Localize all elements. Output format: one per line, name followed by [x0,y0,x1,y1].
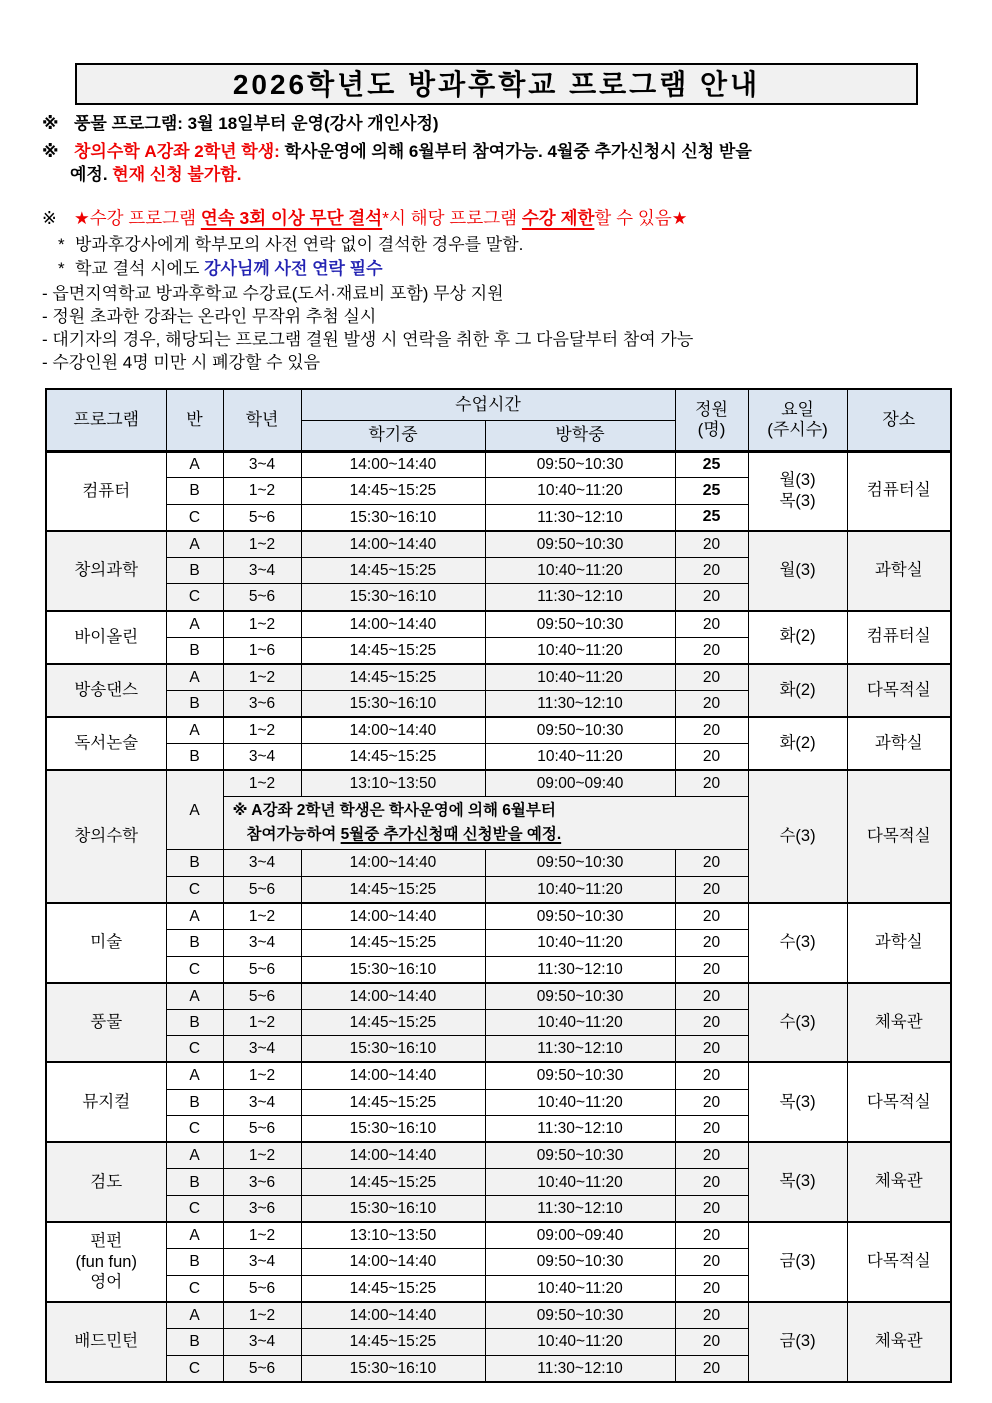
notice-math [42,140,957,187]
grade-cell: 1~2 [223,1062,301,1089]
class-cell: B [166,1169,223,1196]
notice-absence-warning [42,206,957,230]
notice-math-cont-red: 현재 신청 불가함. [112,165,242,184]
vacation-time-cell: 10:40~11:20 [485,637,675,664]
warning-seg3: 할 수 있음★ [594,207,688,228]
vacation-time-cell: 09:50~10:30 [485,1249,675,1276]
table-row [46,717,951,744]
class-cell: A [166,1222,223,1249]
page-title-text: 2026학년도 방과후학교 프로그램 안내 [232,69,761,100]
header-capacity-l2: (명) [697,419,726,439]
table-row [46,770,951,797]
class-cell: A [166,611,223,638]
grade-cell: 1~2 [223,1222,301,1249]
capacity-cell: 20 [675,1062,748,1089]
vacation-time-cell: 10:40~11:20 [485,1089,675,1116]
place-cell: 과학실 [847,531,951,611]
class-cell: C [166,876,223,903]
term-time-cell: 14:00~14:40 [301,850,485,877]
table-row [46,531,951,558]
class-cell: B [166,930,223,957]
grade-cell: 5~6 [223,584,301,611]
vacation-time-cell: 11:30~12:10 [485,690,675,717]
vacation-time-cell: 10:40~11:20 [485,1169,675,1196]
grade-cell: 3~6 [223,1169,301,1196]
grade-cell: 1~2 [223,1142,301,1169]
program-name-cell: 풍물 [46,983,166,1063]
place-cell: 다목적실 [847,770,951,903]
table-row [46,1222,951,1249]
capacity-cell: 20 [675,584,748,611]
vacation-time-cell: 10:40~11:20 [485,1275,675,1302]
capacity-cell: 20 [675,930,748,957]
program-name-cell: 펀펀 (fun fun) 영어 [46,1222,166,1302]
term-time-cell: 14:00~14:40 [301,451,485,478]
class-cell: A [166,983,223,1010]
notice-math-highlight: 창의수학 A강좌 2학년 학생: [74,141,280,161]
vacation-time-cell: 11:30~12:10 [485,956,675,983]
place-cell: 체육관 [847,1302,951,1382]
class-cell: B [166,1089,223,1116]
notice-sub2-blue: 강사님께 사전 연락 필수 [204,259,383,278]
notice-marker: ※ [42,207,57,228]
notice-marker: ※ [42,114,59,133]
sub-marker: * [58,234,65,254]
class-cell: C [166,584,223,611]
day-cell: 화(2) [748,717,847,770]
class-cell: A [166,717,223,744]
capacity-cell: 20 [675,770,748,797]
table-row [46,451,951,478]
vacation-time-cell: 10:40~11:20 [485,1328,675,1355]
class-cell: A [166,903,223,930]
day-cell: 수(3) [748,983,847,1063]
capacity-cell: 20 [675,1169,748,1196]
vacation-time-cell: 09:50~10:30 [485,1142,675,1169]
program-name-cell: 방송댄스 [46,664,166,717]
capacity-cell: 20 [675,903,748,930]
vacation-time-cell: 09:50~10:30 [485,1062,675,1089]
table-header [46,389,951,451]
program-table [45,388,952,1383]
place-cell: 과학실 [847,717,951,770]
table-row [46,1142,951,1169]
vacation-time-cell: 09:50~10:30 [485,611,675,638]
table-row [46,903,951,930]
grade-cell: 1~2 [223,717,301,744]
program-table-body [46,451,951,1382]
capacity-cell: 20 [675,557,748,584]
class-cell: A [166,1302,223,1329]
grade-cell: 3~4 [223,1249,301,1276]
grade-cell: 1~6 [223,637,301,664]
header-program: 프로그램 [46,389,166,451]
term-time-cell: 15:30~16:10 [301,1355,485,1382]
math-note-line1: ※ A강좌 2학년 학생은 학사운영에 의해 6월부터 [232,802,556,820]
vacation-time-cell: 11:30~12:10 [485,584,675,611]
notice-dash3: - 대기자의 경우, 해당되는 프로그램 결원 발생 시 연락을 취한 후 그 다음달부터 참여 가능 [42,330,694,350]
capacity-cell: 20 [675,1275,748,1302]
notice-sub2 [42,257,957,282]
vacation-time-cell: 10:40~11:20 [485,1009,675,1036]
notice-marker: ※ [42,141,59,161]
capacity-cell: 20 [675,1328,748,1355]
day-cell: 수(3) [748,903,847,983]
grade-cell: 3~4 [223,744,301,771]
sub-marker: * [58,259,65,278]
grade-cell: 5~6 [223,1116,301,1143]
capacity-cell: 20 [675,690,748,717]
capacity-cell: 20 [675,1355,748,1382]
place-cell: 컴퓨터실 [847,451,951,531]
grade-cell: 3~4 [223,557,301,584]
class-cell: C [166,1116,223,1143]
grade-cell: 5~6 [223,1355,301,1382]
header-term-time: 학기중 [301,420,485,451]
grade-cell: 1~2 [223,770,301,797]
term-time-cell: 15:30~16:10 [301,690,485,717]
vacation-time-cell: 09:50~10:30 [485,717,675,744]
class-cell: B [166,1009,223,1036]
warning-underline1: 연속 3회 이상 무단 결석 [200,207,383,228]
header-capacity-l1: 정원 [695,400,728,420]
program-name-cell: 창의수학 [46,770,166,903]
capacity-cell: 20 [675,744,748,771]
program-name-cell: 창의과학 [46,531,166,611]
term-time-cell: 14:45~15:25 [301,557,485,584]
day-cell: 화(2) [748,664,847,717]
program-name-cell: 컴퓨터 [46,451,166,531]
vacation-time-cell: 11:30~12:10 [485,504,675,531]
term-time-cell: 14:00~14:40 [301,1249,485,1276]
capacity-cell: 20 [675,850,748,877]
term-time-cell: 14:45~15:25 [301,1275,485,1302]
grade-cell: 1~2 [223,1009,301,1036]
grade-cell: 3~4 [223,451,301,478]
math-note-line2-underline: 5월중 추가신청때 신청받을 예정. [340,826,562,844]
term-time-cell: 14:00~14:40 [301,611,485,638]
program-table-wrapper [45,388,950,1383]
term-time-cell: 14:00~14:40 [301,983,485,1010]
grade-cell: 5~6 [223,1275,301,1302]
grade-cell: 3~6 [223,1195,301,1222]
class-cell: C [166,1355,223,1382]
capacity-cell: 20 [675,1195,748,1222]
capacity-cell [675,504,748,531]
day-cell: 목(3) [748,1062,847,1142]
term-time-cell: 14:45~15:25 [301,1328,485,1355]
grade-cell: 1~2 [223,1302,301,1329]
header-vacation-time: 방학중 [485,420,675,451]
grade-cell: 3~4 [223,1328,301,1355]
capacity-cell: 20 [675,637,748,664]
term-time-cell: 13:10~13:50 [301,1222,485,1249]
class-cell: B [166,637,223,664]
capacity-cell: 20 [675,717,748,744]
class-cell: C [166,956,223,983]
class-cell: B [166,1328,223,1355]
capacity-value: 25 [702,456,721,473]
term-time-cell: 14:45~15:25 [301,930,485,957]
grade-cell: 3~6 [223,690,301,717]
class-cell: C [166,1275,223,1302]
capacity-cell: 20 [675,1089,748,1116]
program-name-cell: 미술 [46,903,166,983]
header-day-l1: 요일 [781,400,814,420]
vacation-time-cell: 10:40~11:20 [485,478,675,505]
place-cell: 과학실 [847,903,951,983]
capacity-cell: 20 [675,1222,748,1249]
class-cell: B [166,690,223,717]
capacity-cell [675,451,748,478]
term-time-cell: 14:00~14:40 [301,717,485,744]
math-note-cell [223,797,748,850]
vacation-time-cell: 09:00~09:40 [485,770,675,797]
table-row [46,611,951,638]
notice-math-cont-black: 예정. [70,165,113,184]
class-cell: B [166,850,223,877]
capacity-cell: 20 [675,531,748,558]
notice-sub1 [42,233,957,258]
notice-dash1: - 읍면지역학교 방과후학교 수강료(도서·재료비 포함) 무상 지원 [42,283,504,303]
class-cell: A [166,770,223,850]
program-name-cell: 검도 [46,1142,166,1222]
term-time-cell: 14:45~15:25 [301,876,485,903]
warning-seg2: *시 해당 프로그램 [382,207,522,228]
vacation-time-cell: 10:40~11:20 [485,876,675,903]
vacation-time-cell: 10:40~11:20 [485,930,675,957]
capacity-cell: 20 [675,1249,748,1276]
header-grade: 학년 [223,389,301,451]
notice-dash2: - 정원 초과한 강좌는 온라인 무작위 추첨 실시 [42,306,377,326]
grade-cell: 3~4 [223,1089,301,1116]
notice-pungmul-text: 풍물 프로그램: 3월 18일부터 운영(강사 개인사정) [74,114,439,133]
capacity-value: 25 [702,482,721,500]
vacation-time-cell: 09:50~10:30 [485,451,675,478]
program-name-cell: 뮤지컬 [46,1062,166,1142]
header-day [748,389,847,451]
grade-cell: 1~2 [223,611,301,638]
program-name-cell: 배드민턴 [46,1302,166,1382]
term-time-cell: 14:45~15:25 [301,1089,485,1116]
warning-underline2: 수강 제한 [521,207,595,228]
class-cell: C [166,1195,223,1222]
page-title [75,63,918,105]
math-note-line2 [233,823,748,847]
table-row [46,1302,951,1329]
grade-cell: 1~2 [223,903,301,930]
place-cell: 컴퓨터실 [847,611,951,664]
capacity-cell: 20 [675,876,748,903]
place-cell: 체육관 [847,983,951,1063]
term-time-cell: 14:00~14:40 [301,1062,485,1089]
term-time-cell: 14:00~14:40 [301,903,485,930]
vacation-time-cell: 11:30~12:10 [485,1116,675,1143]
notice-dash4: - 수강인원 4명 미만 시 폐강할 수 있음 [42,353,321,373]
place-cell: 다목적실 [847,664,951,717]
warning-seg1: ★수강 프로그램 [74,207,201,228]
term-time-cell: 15:30~16:10 [301,1195,485,1222]
notice-list [42,112,957,375]
class-cell: A [166,1062,223,1089]
day-cell: 금(3) [748,1222,847,1302]
header-class: 반 [166,389,223,451]
vacation-time-cell: 10:40~11:20 [485,557,675,584]
header-day-l2: (주시수) [767,419,828,439]
class-cell: B [166,557,223,584]
capacity-cell: 20 [675,1302,748,1329]
grade-cell: 1~2 [223,531,301,558]
capacity-cell: 20 [675,1009,748,1036]
grade-cell: 3~4 [223,930,301,957]
vacation-time-cell: 10:40~11:20 [485,664,675,691]
vacation-time-cell: 10:40~11:20 [485,744,675,771]
grade-cell: 5~6 [223,876,301,903]
vacation-time-cell: 09:50~10:30 [485,983,675,1010]
capacity-cell: 20 [675,664,748,691]
grade-cell: 5~6 [223,983,301,1010]
term-time-cell: 15:30~16:10 [301,956,485,983]
term-time-cell: 15:30~16:10 [301,584,485,611]
day-cell: 금(3) [748,1302,847,1382]
day-cell: 목(3) [748,1142,847,1222]
term-time-cell: 14:45~15:25 [301,1009,485,1036]
term-time-cell: 13:10~13:50 [301,770,485,797]
term-time-cell: 15:30~16:10 [301,504,485,531]
term-time-cell: 14:45~15:25 [301,1169,485,1196]
grade-cell: 3~4 [223,1036,301,1063]
term-time-cell: 14:00~14:40 [301,1142,485,1169]
term-time-cell: 14:00~14:40 [301,1302,485,1329]
grade-cell: 5~6 [223,504,301,531]
term-time-cell: 14:45~15:25 [301,664,485,691]
place-cell: 다목적실 [847,1062,951,1142]
capacity-cell: 20 [675,956,748,983]
notice-sub2-text: 학교 결석 시에도 [75,259,205,278]
term-time-cell: 14:00~14:40 [301,531,485,558]
vacation-time-cell: 09:50~10:30 [485,531,675,558]
table-row [46,983,951,1010]
class-cell: B [166,478,223,505]
table-row [46,1062,951,1089]
class-cell: A [166,451,223,478]
math-note-line2-prefix: 참여가능하여 [246,826,341,844]
grade-cell: 1~2 [223,478,301,505]
place-cell: 체육관 [847,1142,951,1222]
grade-cell: 3~4 [223,850,301,877]
vacation-time-cell: 11:30~12:10 [485,1036,675,1063]
notice-pungmul [42,112,957,136]
capacity-cell: 20 [675,983,748,1010]
grade-cell: 5~6 [223,956,301,983]
day-cell: 월(3) [748,531,847,611]
capacity-cell: 20 [675,1036,748,1063]
vacation-time-cell: 09:50~10:30 [485,1302,675,1329]
vacation-time-cell: 11:30~12:10 [485,1355,675,1382]
vacation-time-cell: 09:00~09:40 [485,1222,675,1249]
capacity-cell: 20 [675,611,748,638]
day-cell: 월(3) 목(3) [748,451,847,531]
program-name-cell: 바이올린 [46,611,166,664]
capacity-cell [675,478,748,505]
table-row [46,664,951,691]
class-cell: B [166,1249,223,1276]
term-time-cell: 14:45~15:25 [301,478,485,505]
class-cell: A [166,531,223,558]
term-time-cell: 15:30~16:10 [301,1036,485,1063]
header-capacity [675,389,748,451]
program-name-cell: 독서논술 [46,717,166,770]
header-place: 장소 [847,389,951,451]
day-cell: 화(2) [748,611,847,664]
term-time-cell: 14:45~15:25 [301,744,485,771]
grade-cell: 1~2 [223,664,301,691]
notice-math-text: 학사운영에 의해 6월부터 참여가능. 4월중 추가신청시 신청 받을 [279,141,752,161]
class-cell: A [166,664,223,691]
vacation-time-cell: 09:50~10:30 [485,903,675,930]
term-time-cell: 15:30~16:10 [301,1116,485,1143]
notice-sub1-text: 방과후강사에게 학부모의 사전 연락 없이 결석한 경우를 말함. [75,234,524,254]
vacation-time-cell: 09:50~10:30 [485,850,675,877]
day-cell: 수(3) [748,770,847,903]
vacation-time-cell: 11:30~12:10 [485,1195,675,1222]
capacity-value: 25 [702,508,721,526]
capacity-cell: 20 [675,1142,748,1169]
header-class-time: 수업시간 [301,389,675,420]
class-cell: C [166,1036,223,1063]
place-cell: 다목적실 [847,1222,951,1302]
class-cell: A [166,1142,223,1169]
class-cell: B [166,744,223,771]
capacity-cell: 20 [675,1116,748,1143]
notice-math-cont [70,163,241,187]
class-cell: C [166,504,223,531]
term-time-cell: 14:45~15:25 [301,637,485,664]
